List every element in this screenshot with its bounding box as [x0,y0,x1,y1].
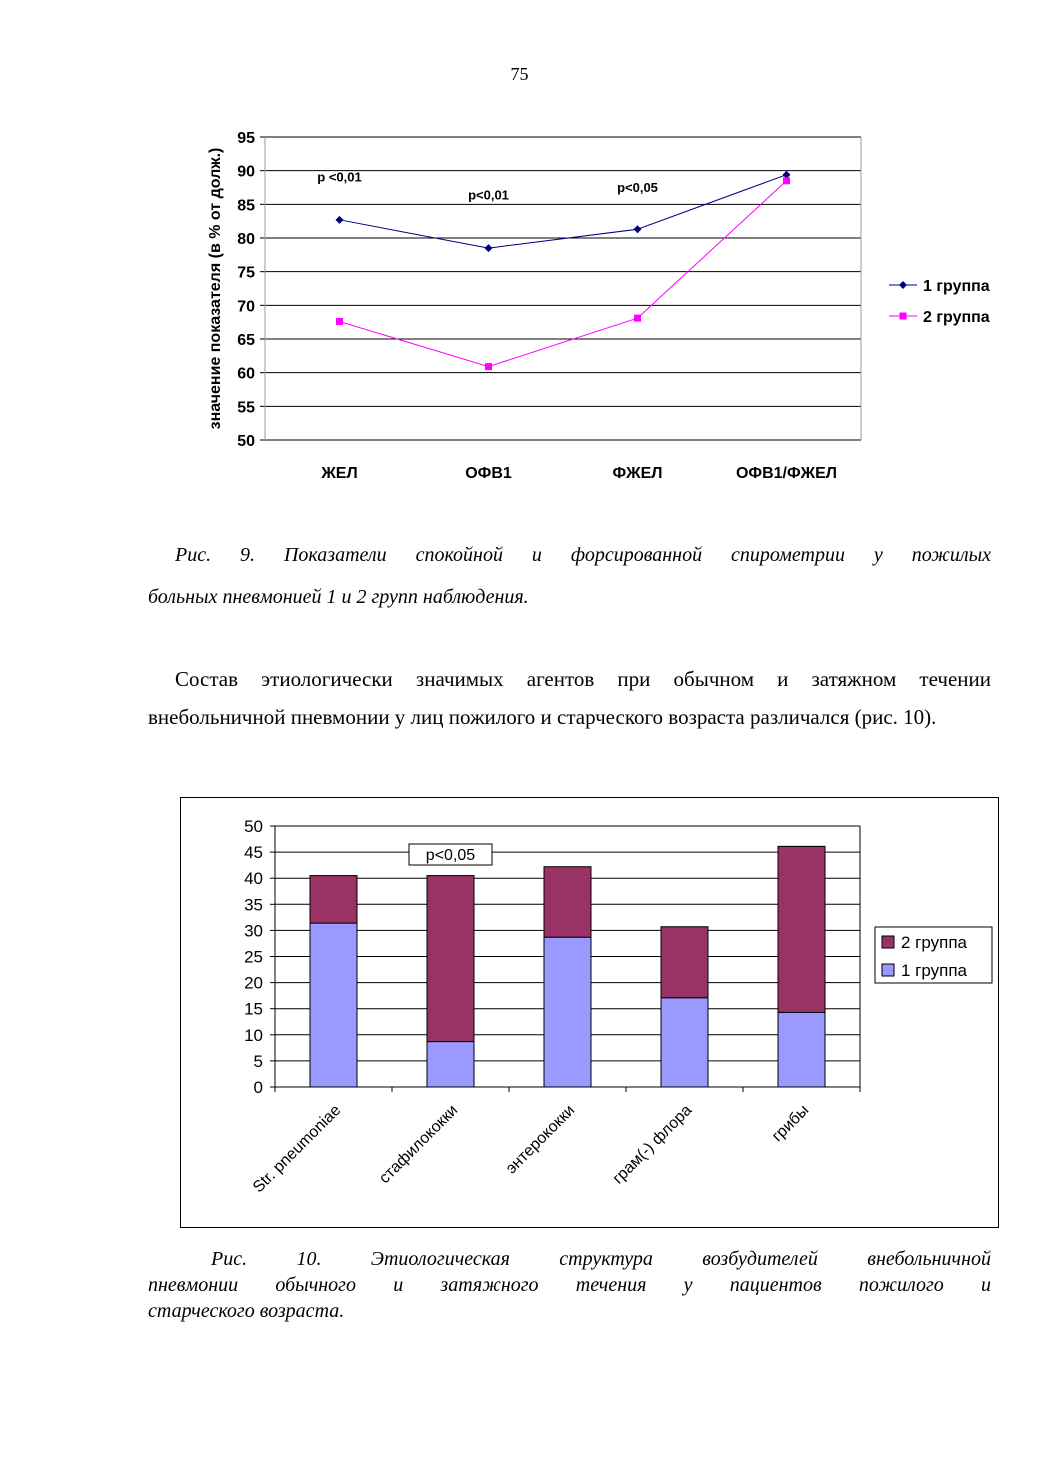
legend-swatch [882,964,894,976]
y-tick-label: 15 [244,999,263,1019]
figure-9-caption-line-1: Рис. 9. Показатели спокойной и форсированной спирометрии у пожилых [175,544,991,566]
y-tick-label: 80 [237,231,255,248]
bar-segment [427,876,474,1042]
figure-9-caption [148,534,991,618]
y-tick-label: 95 [237,130,255,147]
legend-label: 2 группа [923,309,990,326]
y-tick-label: 30 [244,921,263,941]
x-tick-label: грам(-) флора [609,1101,696,1188]
y-tick-label: 90 [237,163,255,181]
figure-10-caption [148,1246,991,1324]
x-tick-label: ФЖЕЛ [612,465,663,482]
p-value-annotation: p <0,01 [317,169,362,185]
y-tick-label: 85 [237,197,255,215]
y-tick-label: 75 [237,264,255,282]
data-point-marker [783,177,790,184]
bar-segment [544,937,591,1087]
y-tick-label: 70 [237,298,255,316]
legend-swatch [882,936,894,948]
y-tick-label: 45 [244,843,263,863]
legend-marker [899,281,907,289]
y-tick-label: 60 [237,365,255,383]
data-point-marker [634,315,641,322]
y-tick-label: 50 [244,817,263,836]
page-number: 75 [510,64,529,84]
series-line [340,175,787,248]
x-tick-label: стафилококки [376,1101,462,1188]
y-tick-label: 50 [237,433,255,450]
bar-segment [778,1012,825,1087]
body-paragraph [148,660,991,736]
body-paragraph-line-1: Состав этиологически значимых агентов при обычном и затяжном течении [175,667,991,691]
legend-label: 2 группа [901,933,968,952]
y-tick-label: 5 [253,1051,263,1071]
data-point-marker [485,363,492,370]
data-point-marker [336,318,343,325]
bar-segment [310,923,357,1087]
data-point-marker [336,216,344,224]
spirometry-line-chart [195,118,1025,498]
data-point-marker [485,244,493,252]
y-tick-label: 0 [253,1078,263,1097]
bar-segment [778,846,825,1012]
x-tick-label: ОФВ1/ФЖЕЛ [735,465,838,482]
legend-label: 1 группа [901,961,968,980]
y-tick-label: 65 [237,332,255,349]
y-tick-label: 25 [244,947,263,967]
figure-9-caption-line-2: больных пневмонией 1 и 2 групп наблюдения. [148,586,529,608]
etiology-stacked-bar-chart [180,797,1002,1231]
legend-label: 1 группа [923,278,990,295]
y-tick-label: 55 [237,399,255,417]
bar-segment [310,876,357,924]
y-tick-label: 35 [244,895,263,915]
p-value-annotation: p<0,01 [468,187,509,203]
bar-segment [661,927,708,998]
figure-10-caption-line-1: Рис. 10. Этиологическая структура возбудителей внебольничной [211,1248,991,1270]
y-tick-label: 40 [244,869,263,889]
p-value-annotation: p<0,05 [617,180,658,196]
legend-marker [900,313,907,320]
bar-segment [544,867,591,937]
x-tick-label: ОФВ1 [465,465,512,482]
figure-10-caption-line-3: старческого возраста. [148,1300,345,1322]
body-paragraph-rest: внебольничной пневмонии у лиц пожилого и старческого возраста различался (рис. 10). [148,705,937,729]
figure-10-caption-line-2: пневмонии обычного и затяжного течения у пациентов пожилого и [148,1274,991,1296]
bar-segment [661,998,708,1087]
x-tick-label: ЖЕЛ [321,465,358,482]
y-tick-label: 10 [244,1025,263,1045]
y-tick-label: 20 [244,973,263,993]
bar-segment [427,1042,474,1087]
x-tick-label: энтерококки [502,1101,579,1178]
p-value-annotation: p<0,05 [425,847,476,864]
x-tick-label: Str. pneumoniae [249,1101,345,1197]
y-axis-title: значение показателя (в % от долж.) [207,147,224,430]
x-tick-label: грибы [768,1101,813,1146]
data-point-marker [634,225,642,233]
